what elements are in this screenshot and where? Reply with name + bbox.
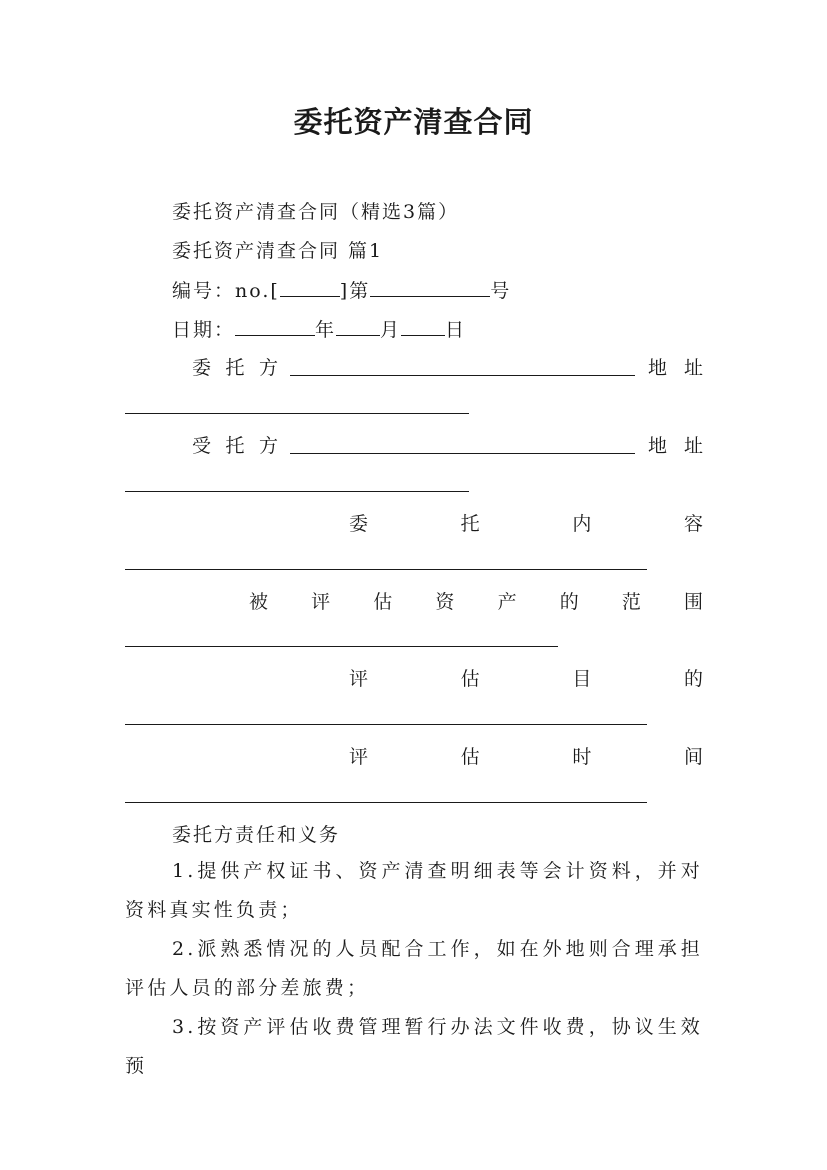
label-char: 评 (311, 591, 331, 613)
client-address-label (648, 355, 703, 381)
label-char: 委 (349, 513, 369, 535)
label-char: 产 (497, 591, 517, 613)
assessed-scope-blank[interactable] (125, 646, 558, 647)
date-label: 日期： (172, 319, 236, 341)
duties-heading: 委托方责任和义务 (172, 824, 341, 846)
client-char: 方 (258, 357, 278, 379)
client-char: 委 (192, 357, 212, 379)
label-char: 托 (460, 513, 480, 535)
assessment-time-blank[interactable] (125, 802, 647, 803)
duty-item: 3.按资产评估收费管理暂行办法文件收费，协议生效预 (125, 1016, 703, 1077)
assessment-purpose-blank[interactable] (125, 724, 647, 725)
label-char: 范 (621, 591, 641, 613)
trustee-address-label (648, 433, 703, 459)
day-blank[interactable] (401, 316, 445, 336)
entrust-content-label (349, 511, 703, 537)
day-label: 日 (445, 319, 467, 341)
label-char: 评 (349, 746, 369, 768)
assessed-scope-label (249, 589, 703, 615)
client-char: 托 (225, 357, 245, 379)
label-char: 的 (683, 668, 703, 690)
label-char: 时 (572, 746, 592, 768)
month-blank[interactable] (336, 316, 380, 336)
label-char: 被 (249, 591, 269, 613)
address-char: 地 (648, 435, 668, 457)
subtitle: 委托资产清查合同（精选3篇） (172, 201, 460, 223)
client-label (192, 355, 278, 381)
assessment-time-label (349, 744, 703, 770)
trustee-char: 受 (192, 435, 212, 457)
duty-item: 2.派熟悉情况的人员配合工作，如在外地则合理承担评估人员的部分差旅费； (125, 938, 703, 999)
label-char: 内 (572, 513, 592, 535)
year-label: 年 (315, 319, 337, 341)
number-blank[interactable] (280, 277, 340, 297)
label-char: 的 (559, 591, 579, 613)
trustee-name-blank[interactable] (290, 453, 635, 454)
label-char: 间 (683, 746, 703, 768)
sequence-blank[interactable] (370, 277, 490, 297)
label-char: 估 (460, 746, 480, 768)
number-end: 号 (490, 280, 512, 302)
trustee-char: 托 (225, 435, 245, 457)
trustee-label (192, 433, 278, 459)
entrust-content-blank[interactable] (125, 569, 647, 570)
address-char: 址 (683, 435, 703, 457)
duty-item: 1.提供产权证书、资产清查明细表等会计资料，并对资料真实性负责； (125, 860, 703, 921)
date-line (172, 316, 466, 343)
year-blank[interactable] (235, 316, 315, 336)
label-char: 围 (683, 591, 703, 613)
label-char: 估 (460, 668, 480, 690)
document-title: 委托资产清查合同 (293, 105, 534, 139)
label-char: 评 (349, 668, 369, 690)
assessment-purpose-label (349, 666, 703, 692)
label-char: 目 (572, 668, 592, 690)
trustee-char: 方 (258, 435, 278, 457)
address-char: 址 (683, 357, 703, 379)
number-mid: ]第 (339, 280, 371, 302)
trustee-address-blank[interactable] (125, 491, 469, 492)
month-label: 月 (380, 319, 402, 341)
address-char: 地 (648, 357, 668, 379)
client-address-blank[interactable] (125, 413, 469, 414)
client-name-blank[interactable] (290, 375, 635, 376)
label-char: 容 (683, 513, 703, 535)
label-char: 资 (435, 591, 455, 613)
section-heading: 委托资产清查合同 篇1 (172, 240, 384, 262)
label-char: 估 (373, 591, 393, 613)
contract-number-line (172, 277, 511, 304)
number-label: 编号：no.[ (172, 280, 280, 302)
